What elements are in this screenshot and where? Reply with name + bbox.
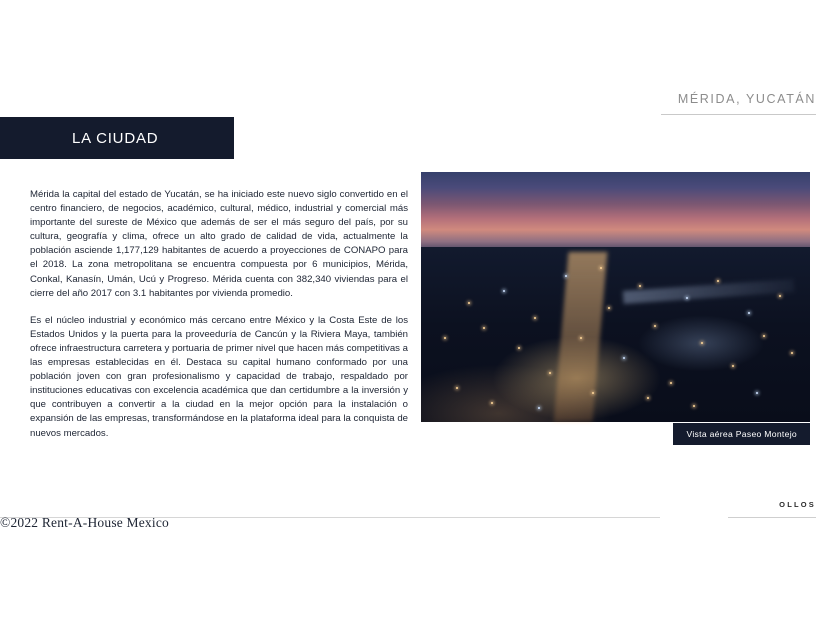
location-header (396, 92, 816, 115)
page-title: LA CIUDAD (72, 129, 159, 147)
paragraph-2: Es el núcleo industrial y económico más cercano entre México y la Costa Este de los Estados Unidos y la puerta para la proveeduría de Cancún y la Riviera Maya, también ofrece infraestructura carretera y portuaria de primer nivel que hacen más competitivas a las empresas establecidas en él. Destaca su capital humano conformado por una población joven con gran profesionalismo y capacidad de trabajo, respaldado por instituciones educativas con excelencia académica que dan certidumbre a la inversión y que contribuyen a convertir a la ciudad en la mejor opción para la instalación o expansión de las empresas, transformándose en la plataforma ideal para la conquista de nuevos mercados. (30, 314, 408, 439)
location-divider (661, 114, 816, 115)
aerial-city-photo (421, 172, 810, 439)
footer-brand-label: OLLOS (779, 500, 816, 509)
footer-divider-right (728, 517, 816, 518)
photo-caption: Vista aérea Paseo Montejo (673, 423, 810, 445)
section-title-banner (0, 117, 234, 159)
footer-copyright: ©2022 Rent-A-House Mexico (0, 515, 169, 530)
paragraph-1: Mérida la capital del estado de Yucatán, se ha iniciado este nuevo siglo convertido en el centro financiero, de negocios, académico, cultural, médico, industrial y comercial más importante del sureste de México que además de ser el más seguro del país, por su cultura, geografía y clima, ofrece un alto grado de calidad de vida, actualmente la población asciende 1,177,129 habitantes de acuerdo a proyecciones de CONAPO para el 2018. La zona metropolitana se encuentra compuesta por 6 municipios, Mérida, Conkal, Kanasín, Umán, Ucú y Progreso. Mérida cuenta con 382,340 viviendas para el cierre del año 2017 con 3.1 habitantes por vivienda promedio. (30, 189, 408, 299)
photo-city-lights (421, 172, 810, 422)
location-label: MÉRIDA, YUCATÁN (677, 92, 816, 106)
body-text-column (30, 188, 408, 441)
